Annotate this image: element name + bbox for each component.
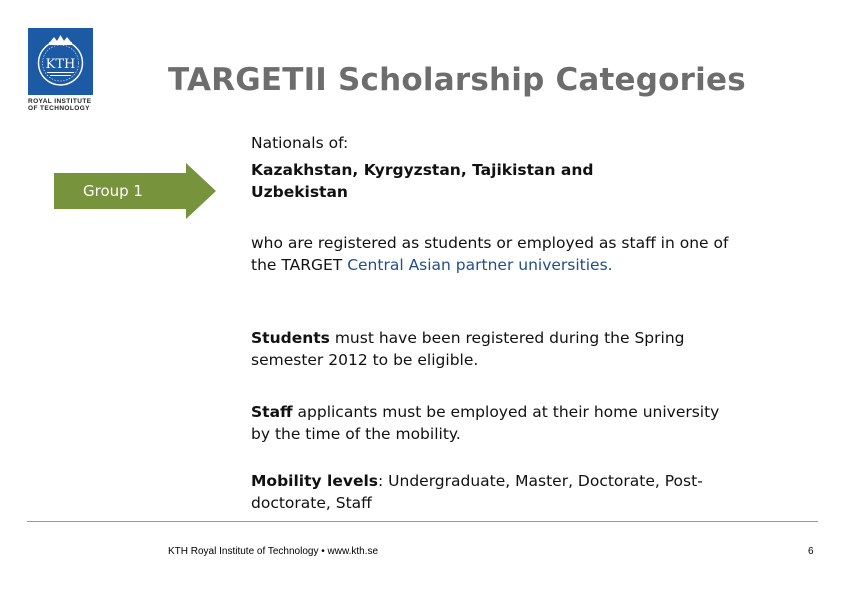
group-label: Group 1 (83, 182, 143, 200)
slide-title: TARGETII Scholarship Categories (168, 62, 746, 98)
page-number: 6 (808, 546, 814, 557)
registered-paragraph (251, 233, 751, 276)
footer-divider (27, 521, 818, 522)
partner-universities-link[interactable]: Central Asian partner universities. (347, 255, 613, 274)
mobility-paragraph (251, 471, 751, 514)
mobility-label: Mobility levels (251, 472, 378, 490)
staff-text: applicants must be employed at their home university by the time of the mobility. (251, 403, 720, 443)
staff-label: Staff (251, 403, 293, 421)
logo-text: KTH (45, 57, 76, 72)
kth-logo (28, 28, 93, 95)
nationals-heading: Nationals of: (251, 134, 349, 152)
footer-text: KTH Royal Institute of Technology • www.kth.se (168, 546, 379, 557)
logo-caption-line1: ROYAL INSTITUTE (28, 98, 92, 105)
staff-paragraph (251, 402, 731, 445)
students-text: must have been registered during the Spring semester 2012 to be eligible. (251, 329, 685, 369)
countries-list: Kazakhstan, Kyrgyzstan, Tajikistan and Uzbekistan (251, 161, 594, 201)
kth-crest-icon (28, 28, 93, 95)
students-paragraph (251, 328, 731, 371)
logo-caption (28, 98, 98, 112)
students-label: Students (251, 329, 330, 347)
registered-text: who are registered as students or employed as staff in one of the TARGET (251, 234, 729, 274)
mobility-text: : Undergraduate, Master, Doctorate, Post-doctorate, Staff (251, 472, 703, 512)
logo-caption-line2: OF TECHNOLOGY (28, 105, 90, 112)
